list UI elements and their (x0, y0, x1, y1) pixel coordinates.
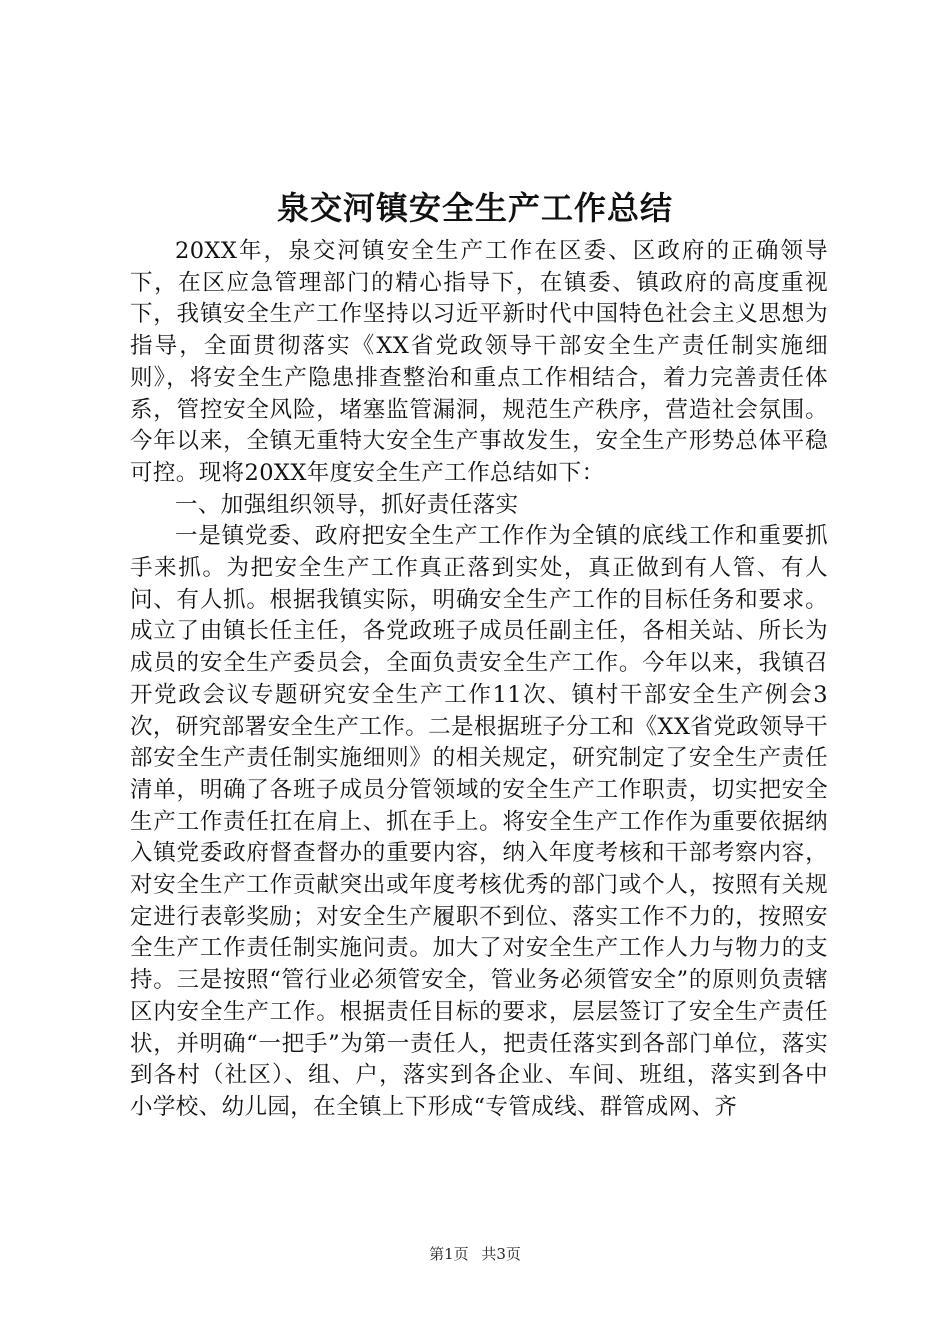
document-title: 泉交河镇安全生产工作总结 (276, 189, 673, 227)
section-heading: 一、加强组织领导，抓好责任落实 (175, 491, 519, 518)
document-body (130, 236, 828, 1124)
page-total: 共3页 (481, 1245, 521, 1263)
page-footer (0, 1244, 950, 1264)
intro-paragraph: 20XX年，泉交河镇安全生产工作在区委、区政府的正确领导下，在区应急管理部门的精心指导下，在镇委、镇政府的高度重视下，我镇安全生产工作坚持以习近平新时代中国特色社会主义思想为指导，全面贯彻落实《XX省党政领导干部安全生产责任制实施细则》，将安全生产隐患排查整治和重点工作相结合，着力完善责任体系，管控安全风险，堵塞监管漏洞，规范生产秩序，营造社会氛围。今年以来，全镇无重特大安全生产事故发生，安全生产形势总体平稳可控。现将20XX年度安全生产工作总结如下： (130, 238, 828, 486)
section-paragraph: 一是镇党委、政府把安全生产工作作为全镇的底线工作和重要抓手来抓。为把安全生产工作真正落到实处，真正做到有人管、有人问、有人抓。根据我镇实际，明确安全生产工作的目标任务和要求。成立了由镇长任主任，各党政班子成员任副主任，各相关站、所长为成员的安全生产委员会，全面负责安全生产工作。今年以来，我镇召开党政会议专题研究安全生产工作11次、镇村干部安全生产例会3次，研究部署安全生产工作。二是根据班子分工和《XX省党政领导干部安全生产责任制实施细则》的相关规定，研究制定了安全生产责任清单，明确了各班子成员分管领域的安全生产工作职责，切实把安全生产工作责任扛在肩上、抓在手上。将安全生产工作作为重要依据纳入镇党委政府督查督办的重要内容，纳入年度考核和干部考察内容，对安全生产工作贡献突出或年度考核优秀的部门或个人，按照有关规定进行表彰奖励；对安全生产履职不到位、落实工作不力的，按照安全生产工作责任制实施问责。加大了对安全生产工作人力与物力的支持。三是按照“管行业必须管安全，管业务必须管安全”的原则负责辖区内安全生产工作。根据责任目标的要求，层层签订了安全生产责任状，并明确“一把手”为第一责任人，把责任落实到各部门单位，落实到各村（社区）、组、户，落实到各企业、车间、班组，落实到各中小学校、幼儿园，在全镇上下形成“专管成线、群管成网、齐 (130, 523, 828, 1120)
page-number: 第1页 (429, 1245, 469, 1263)
